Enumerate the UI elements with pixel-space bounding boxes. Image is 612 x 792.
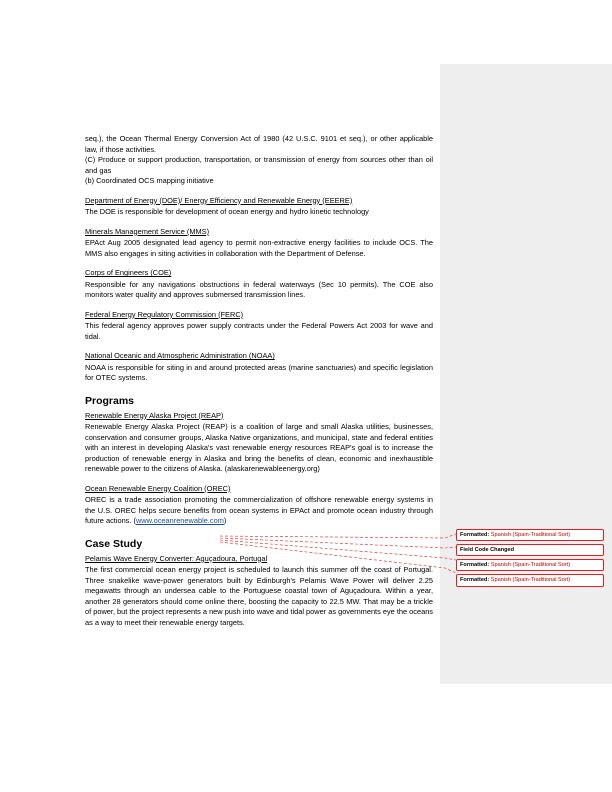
paragraph-ocs-mapping: (b) Coordinated OCS mapping initiative [85, 176, 214, 186]
program-body-orec [85, 495, 433, 527]
document-body [85, 134, 433, 628]
section-title-programs: Programs [85, 394, 135, 407]
markup-callouts [456, 529, 604, 590]
callout-value-4: Spanish (Spain-Traditional Sort) [489, 577, 571, 584]
agency-body-ferc: This federal agency approves power supply contracts under the Federal Powers Act 2003 for wave and tidal. [85, 321, 433, 341]
agency-body-doe: The DOE is responsible for development of ocean energy and hydro kinetic technology [85, 207, 369, 217]
orec-text-before: OREC is a trade association promoting the commercialization of offshore renewable energy systems in the U.S. OREC helps secure benefits from ocean systems in EPAct and promote ocean industry through future actions. ( [85, 495, 433, 526]
callout-label-3: Formatted: [460, 562, 490, 569]
program-heading-reap: Renewable Energy Alaska Project (REAP) [85, 410, 224, 420]
callout-formatted-3[interactable] [456, 574, 604, 586]
orec-text-after: ) [223, 516, 227, 526]
agency-body-mms: EPAct Aug 2005 designated lead agency to permit non-extractive energy facilities to include OCS. The MMS also engages in siting activities in collaboration with the Department of Defense. [85, 238, 433, 258]
callout-label-1: Formatted: [460, 532, 490, 538]
callout-formatted-2[interactable] [456, 559, 604, 571]
agency-body-coe: Responsible for any navigations obstructions in federal waterways (Sec 10 permits). The COE also monitors water quality and approves submersed transmission lines. [85, 279, 433, 300]
agency-heading-ferc: Federal Energy Regulatory Commission (FERC) [85, 309, 244, 319]
agency-heading-coe: Corps of Engineers (COE) [85, 268, 172, 278]
agency-heading-noaa: National Oceanic and Atmospheric Administration (NOAA) [85, 351, 275, 361]
markup-margin-area [440, 64, 612, 684]
program-body-reap: Renewable Energy Alaska Project (REAP) is a coalition of large and small Alaska utilities, businesses, conservation and consumer groups, Alaska Native organizations, and municipal, state and federal entities with an interest in developing Alaska's vast renewable energy resources REAP's goal is to increase the production of renewable energy in Alaska and bring the benefits of clean, economic and inexhaustible renewable power to the citizens of Alaska. (alaskarenewableenergy.org) [85, 422, 433, 474]
paragraph-seq: seq.), the Ocean Thermal Energy Conversion Act of 1980 (42 U.S.C. 9101 et seq.), or other applicable law, if those activities. [85, 134, 433, 154]
callout-label-2: Field Code Changed [460, 547, 515, 554]
section-title-case-study: Case Study [85, 537, 143, 550]
callout-value-3: Spanish (Spain-Traditional Sort) [489, 562, 571, 569]
agency-heading-doe: Department of Energy (DOE)/ Energy Efficiency and Renewable Energy (EEERE) [85, 195, 353, 205]
callout-value-1: Spanish (Spain-Traditional Sort) [489, 532, 571, 538]
agency-body-noaa: NOAA is responsible for siting in and around protected areas (marine sanctuaries) and specific legislation for OTEC systems. [85, 362, 433, 383]
orec-website-link[interactable]: www.oceanrenewable.com [135, 516, 224, 526]
case-study-body: The first commercial ocean energy project is scheduled to launch this summer off the coast of Portugal. Three snakelike wave-power generators built by Edinburgh's Pelamis Wave Power will deliver 2.25 megawatts through an undersea cable to the Portuguese coastal town of Aguçadoura. Within a year, another 28 generators should come online there, boosting the capacity to 22.5 MW. That may be a trickle of power, but the project represents a new push into wave and tidal power as governments eye the oceans as a way to meet their renewable energy targets. [85, 565, 433, 627]
case-study-heading: Pelamis Wave Energy Converter: Aguçadoura, Portugal [85, 553, 268, 563]
callout-field-code-changed[interactable] [456, 544, 604, 556]
callout-label-4: Formatted: [460, 577, 490, 584]
callout-formatted-1[interactable] [456, 529, 604, 541]
program-heading-orec: Ocean Renewable Energy Coalition (OREC) [85, 483, 231, 493]
agency-heading-mms: Minerals Management Service (MMS) [85, 226, 210, 236]
paragraph-produce-support: (C) Produce or support production, transportation, or transmission of energy from sources other than oil and gas [85, 155, 433, 175]
